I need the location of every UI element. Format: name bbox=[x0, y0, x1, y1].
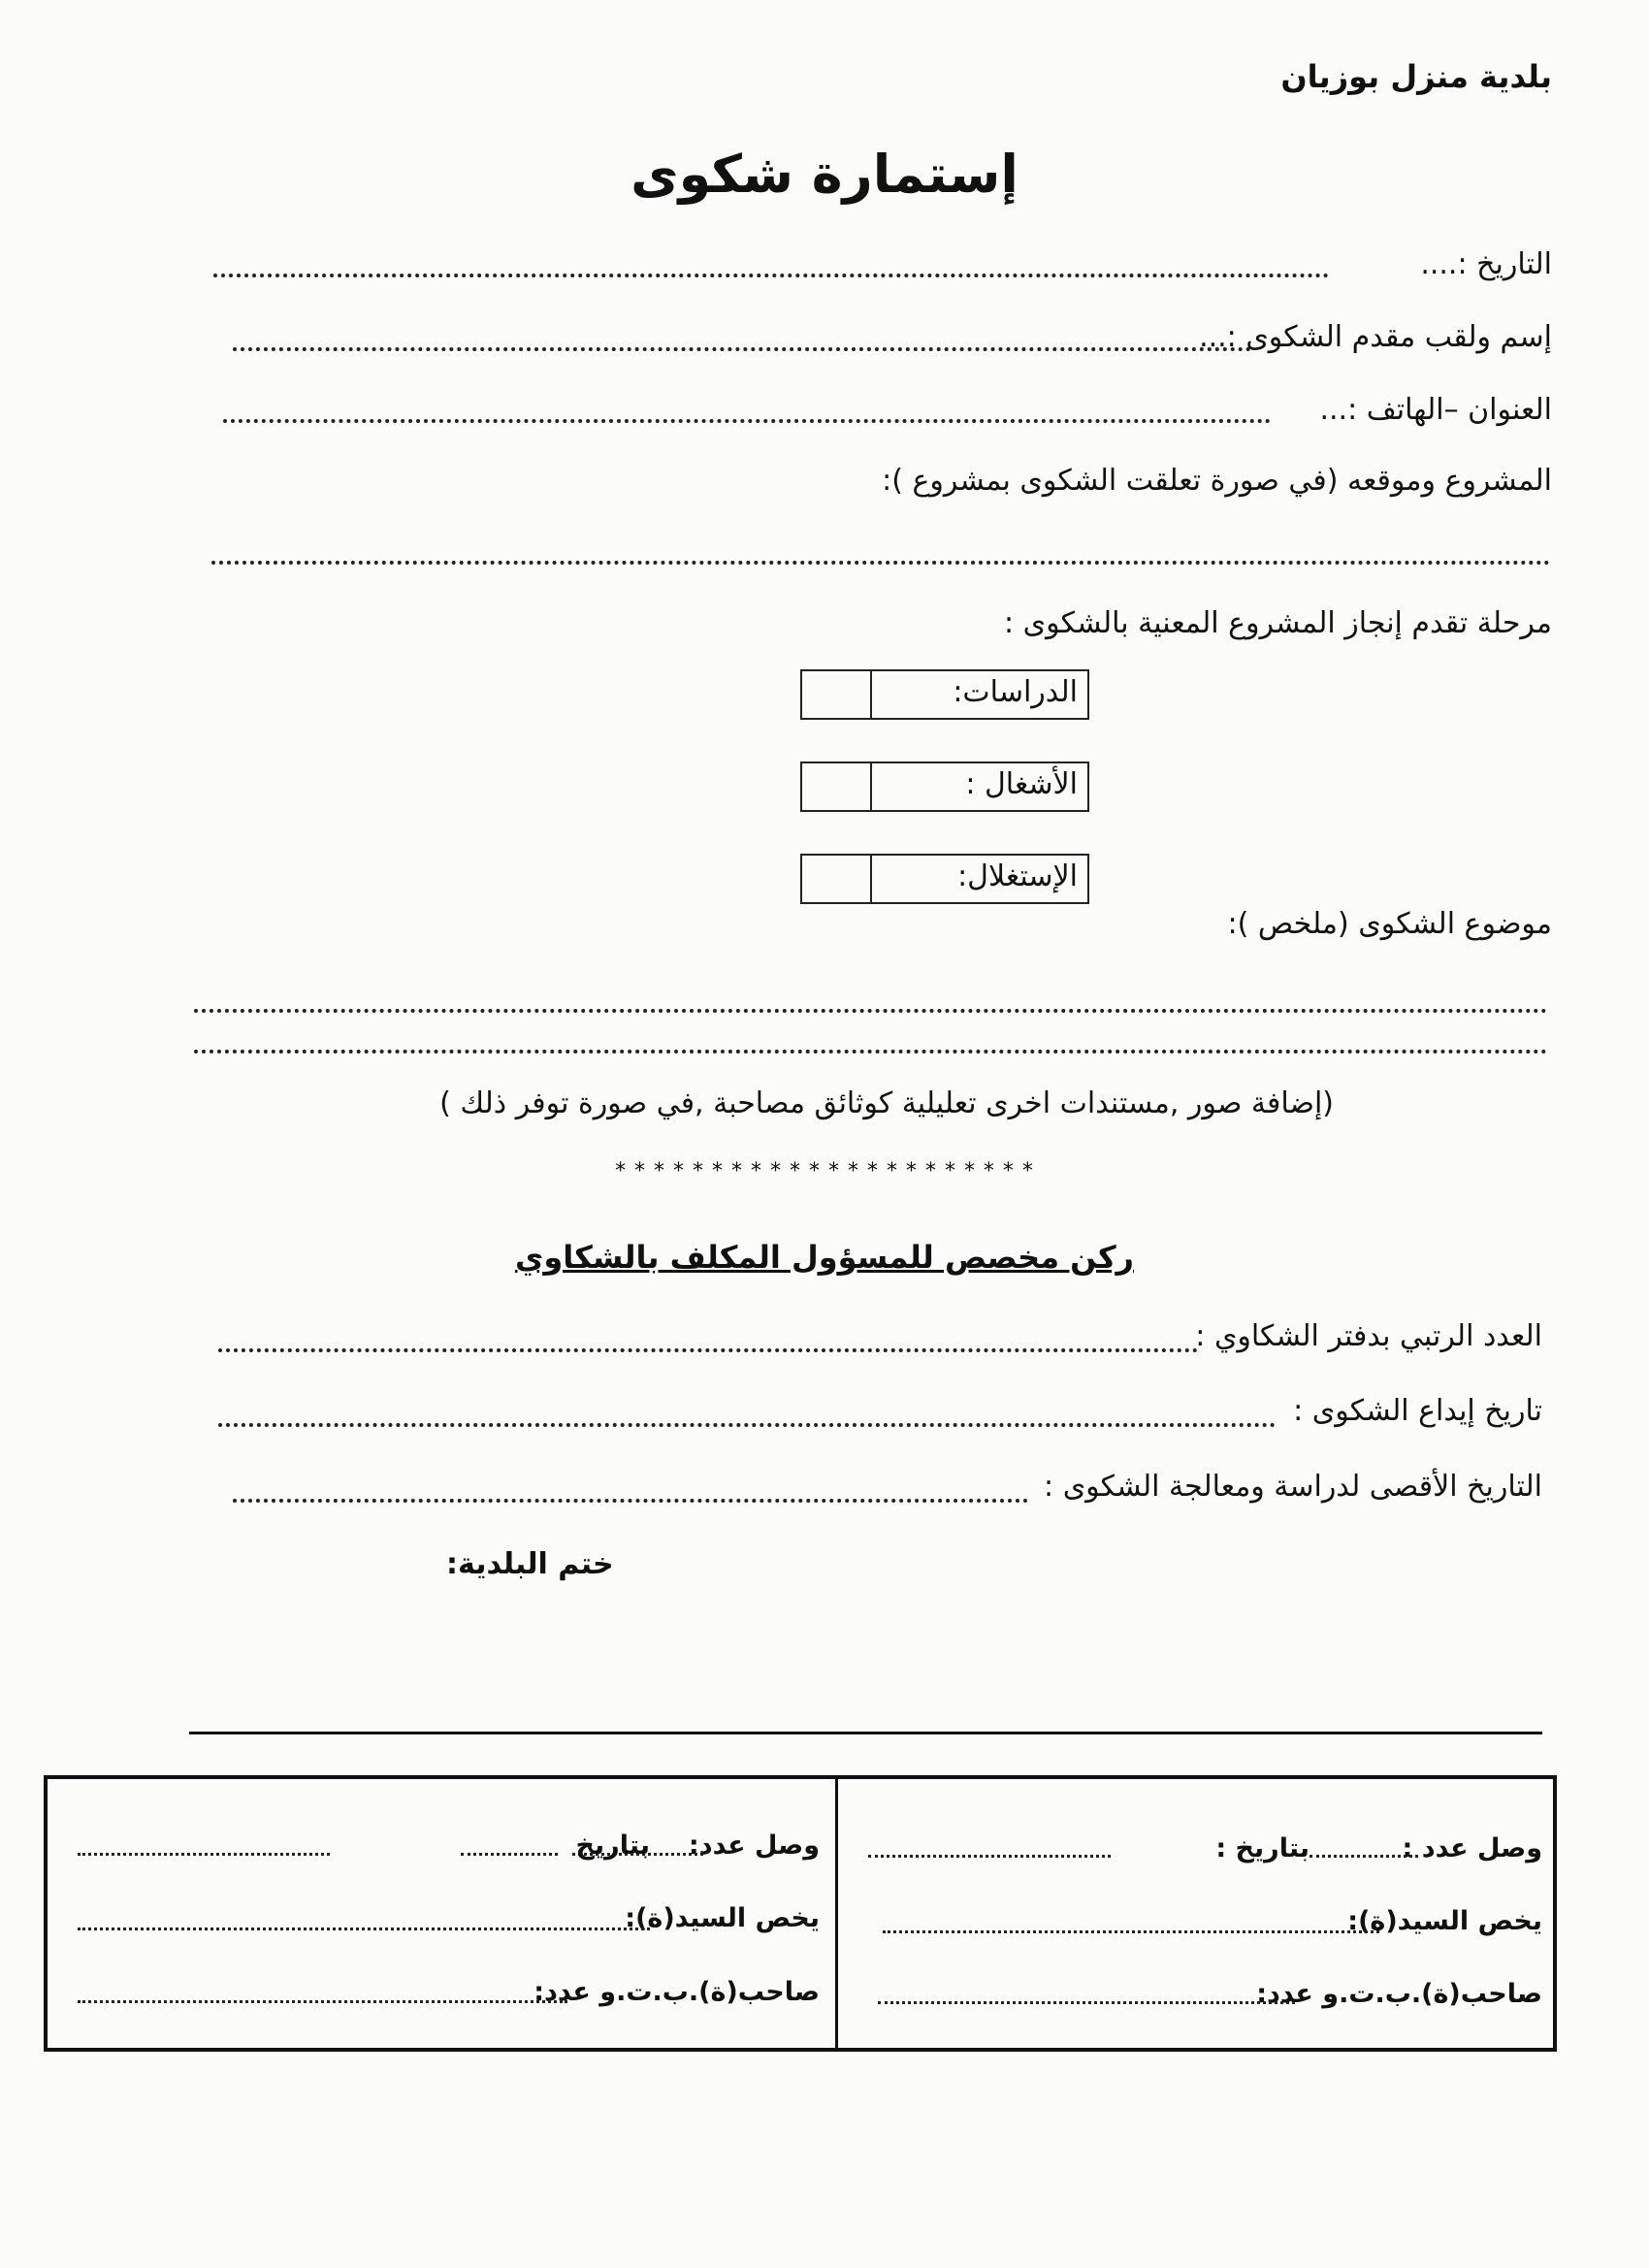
filing-date-label: تاريخ إيداع الشكوى : bbox=[1293, 1394, 1542, 1428]
receipt-box-divider bbox=[835, 1779, 838, 2048]
left-receipt-date-label: بتاريخ bbox=[575, 1831, 650, 1861]
deadline-label: التاريخ الأقصى لدراسة ومعالجة الشكوى : bbox=[1044, 1470, 1542, 1504]
right-receipt-date-dots[interactable] bbox=[868, 1855, 1111, 1858]
stage-works-checkbox[interactable] bbox=[802, 763, 872, 810]
subject-dots-2[interactable] bbox=[194, 1050, 1547, 1053]
register-number-dots[interactable] bbox=[218, 1348, 1198, 1352]
right-receipt-number-label: وصل عدد : bbox=[1402, 1833, 1542, 1863]
left-receipt-id-dots[interactable] bbox=[78, 2000, 567, 2003]
subject-label: موضوع الشكوى (ملخص ): bbox=[1227, 907, 1552, 941]
stage-studies-checkbox[interactable] bbox=[802, 671, 872, 718]
attachments-note: (إضافة صور ,مستندات اخرى تعليلية كوثائق مصاحبة ,في صورة توفر ذلك ) bbox=[439, 1086, 1334, 1120]
left-receipt-id-label: صاحب(ة).ب.ت.و عدد: bbox=[534, 1977, 820, 2007]
official-section-heading: ركن مخصص للمسؤول المكلف بالشكاوي bbox=[515, 1239, 1134, 1276]
stage-studies-label: الدراسات: bbox=[953, 675, 1078, 709]
stage-operation-checkbox[interactable] bbox=[802, 856, 872, 902]
divider-line bbox=[189, 1732, 1542, 1734]
stage-works-label: الأشغال : bbox=[965, 767, 1078, 801]
left-receipt-person-label: يخص السيد(ة): bbox=[625, 1903, 820, 1933]
address-label: العنوان –الهاتف :... bbox=[1319, 393, 1552, 427]
address-dots[interactable] bbox=[223, 419, 1271, 423]
date-label: التاريخ :.... bbox=[1420, 247, 1552, 281]
stage-operation-label: الإستغلال: bbox=[957, 859, 1078, 893]
date-dots[interactable] bbox=[213, 274, 1329, 277]
filing-date-dots[interactable] bbox=[218, 1423, 1276, 1427]
separator-stars: * * * * * * * * * * * * * * * * * * * * * * bbox=[615, 1159, 1034, 1183]
register-number-label: العدد الرتبي بدفتر الشكاوي : bbox=[1195, 1319, 1542, 1353]
stage-label: مرحلة تقدم إنجاز المشروع المعنية بالشكوى : bbox=[1004, 606, 1552, 640]
stage-studies-row bbox=[800, 669, 1089, 720]
right-receipt-person-label: يخص السيد(ة): bbox=[1347, 1906, 1542, 1936]
left-receipt-person-dots[interactable] bbox=[78, 1928, 650, 1930]
left-receipt-date-dots-inline[interactable] bbox=[461, 1853, 558, 1856]
left-receipt-number-label: وصل عدد: bbox=[688, 1831, 820, 1861]
project-label: المشروع وموقعه (في صورة تعلقت الشكوى بمشروع ): bbox=[882, 464, 1552, 498]
project-dots[interactable] bbox=[211, 561, 1550, 565]
municipality-name: بلدية منزل بوزيان bbox=[1280, 58, 1552, 95]
right-receipt-id-label: صاحب(ة).ب.ت.و عدد: bbox=[1256, 1979, 1542, 2009]
right-receipt-number-dots[interactable] bbox=[1310, 1855, 1418, 1858]
form-title: إستمارة شكوى bbox=[630, 144, 1018, 205]
right-receipt-id-dots[interactable] bbox=[878, 2001, 1295, 2004]
name-dots[interactable] bbox=[233, 347, 1251, 351]
stamp-label: ختم البلدية: bbox=[446, 1547, 614, 1581]
deadline-dots[interactable] bbox=[233, 1499, 1028, 1503]
left-receipt-date-dots[interactable] bbox=[78, 1853, 330, 1856]
right-receipt-date-label: بتاريخ : bbox=[1215, 1833, 1310, 1863]
right-receipt-person-dots[interactable] bbox=[883, 1930, 1379, 1933]
name-label: إسم ولقب مقدم الشكوى :... bbox=[1199, 320, 1552, 354]
stage-operation-row bbox=[800, 854, 1089, 904]
subject-dots-1[interactable] bbox=[194, 1009, 1547, 1013]
stage-works-row bbox=[800, 761, 1089, 812]
